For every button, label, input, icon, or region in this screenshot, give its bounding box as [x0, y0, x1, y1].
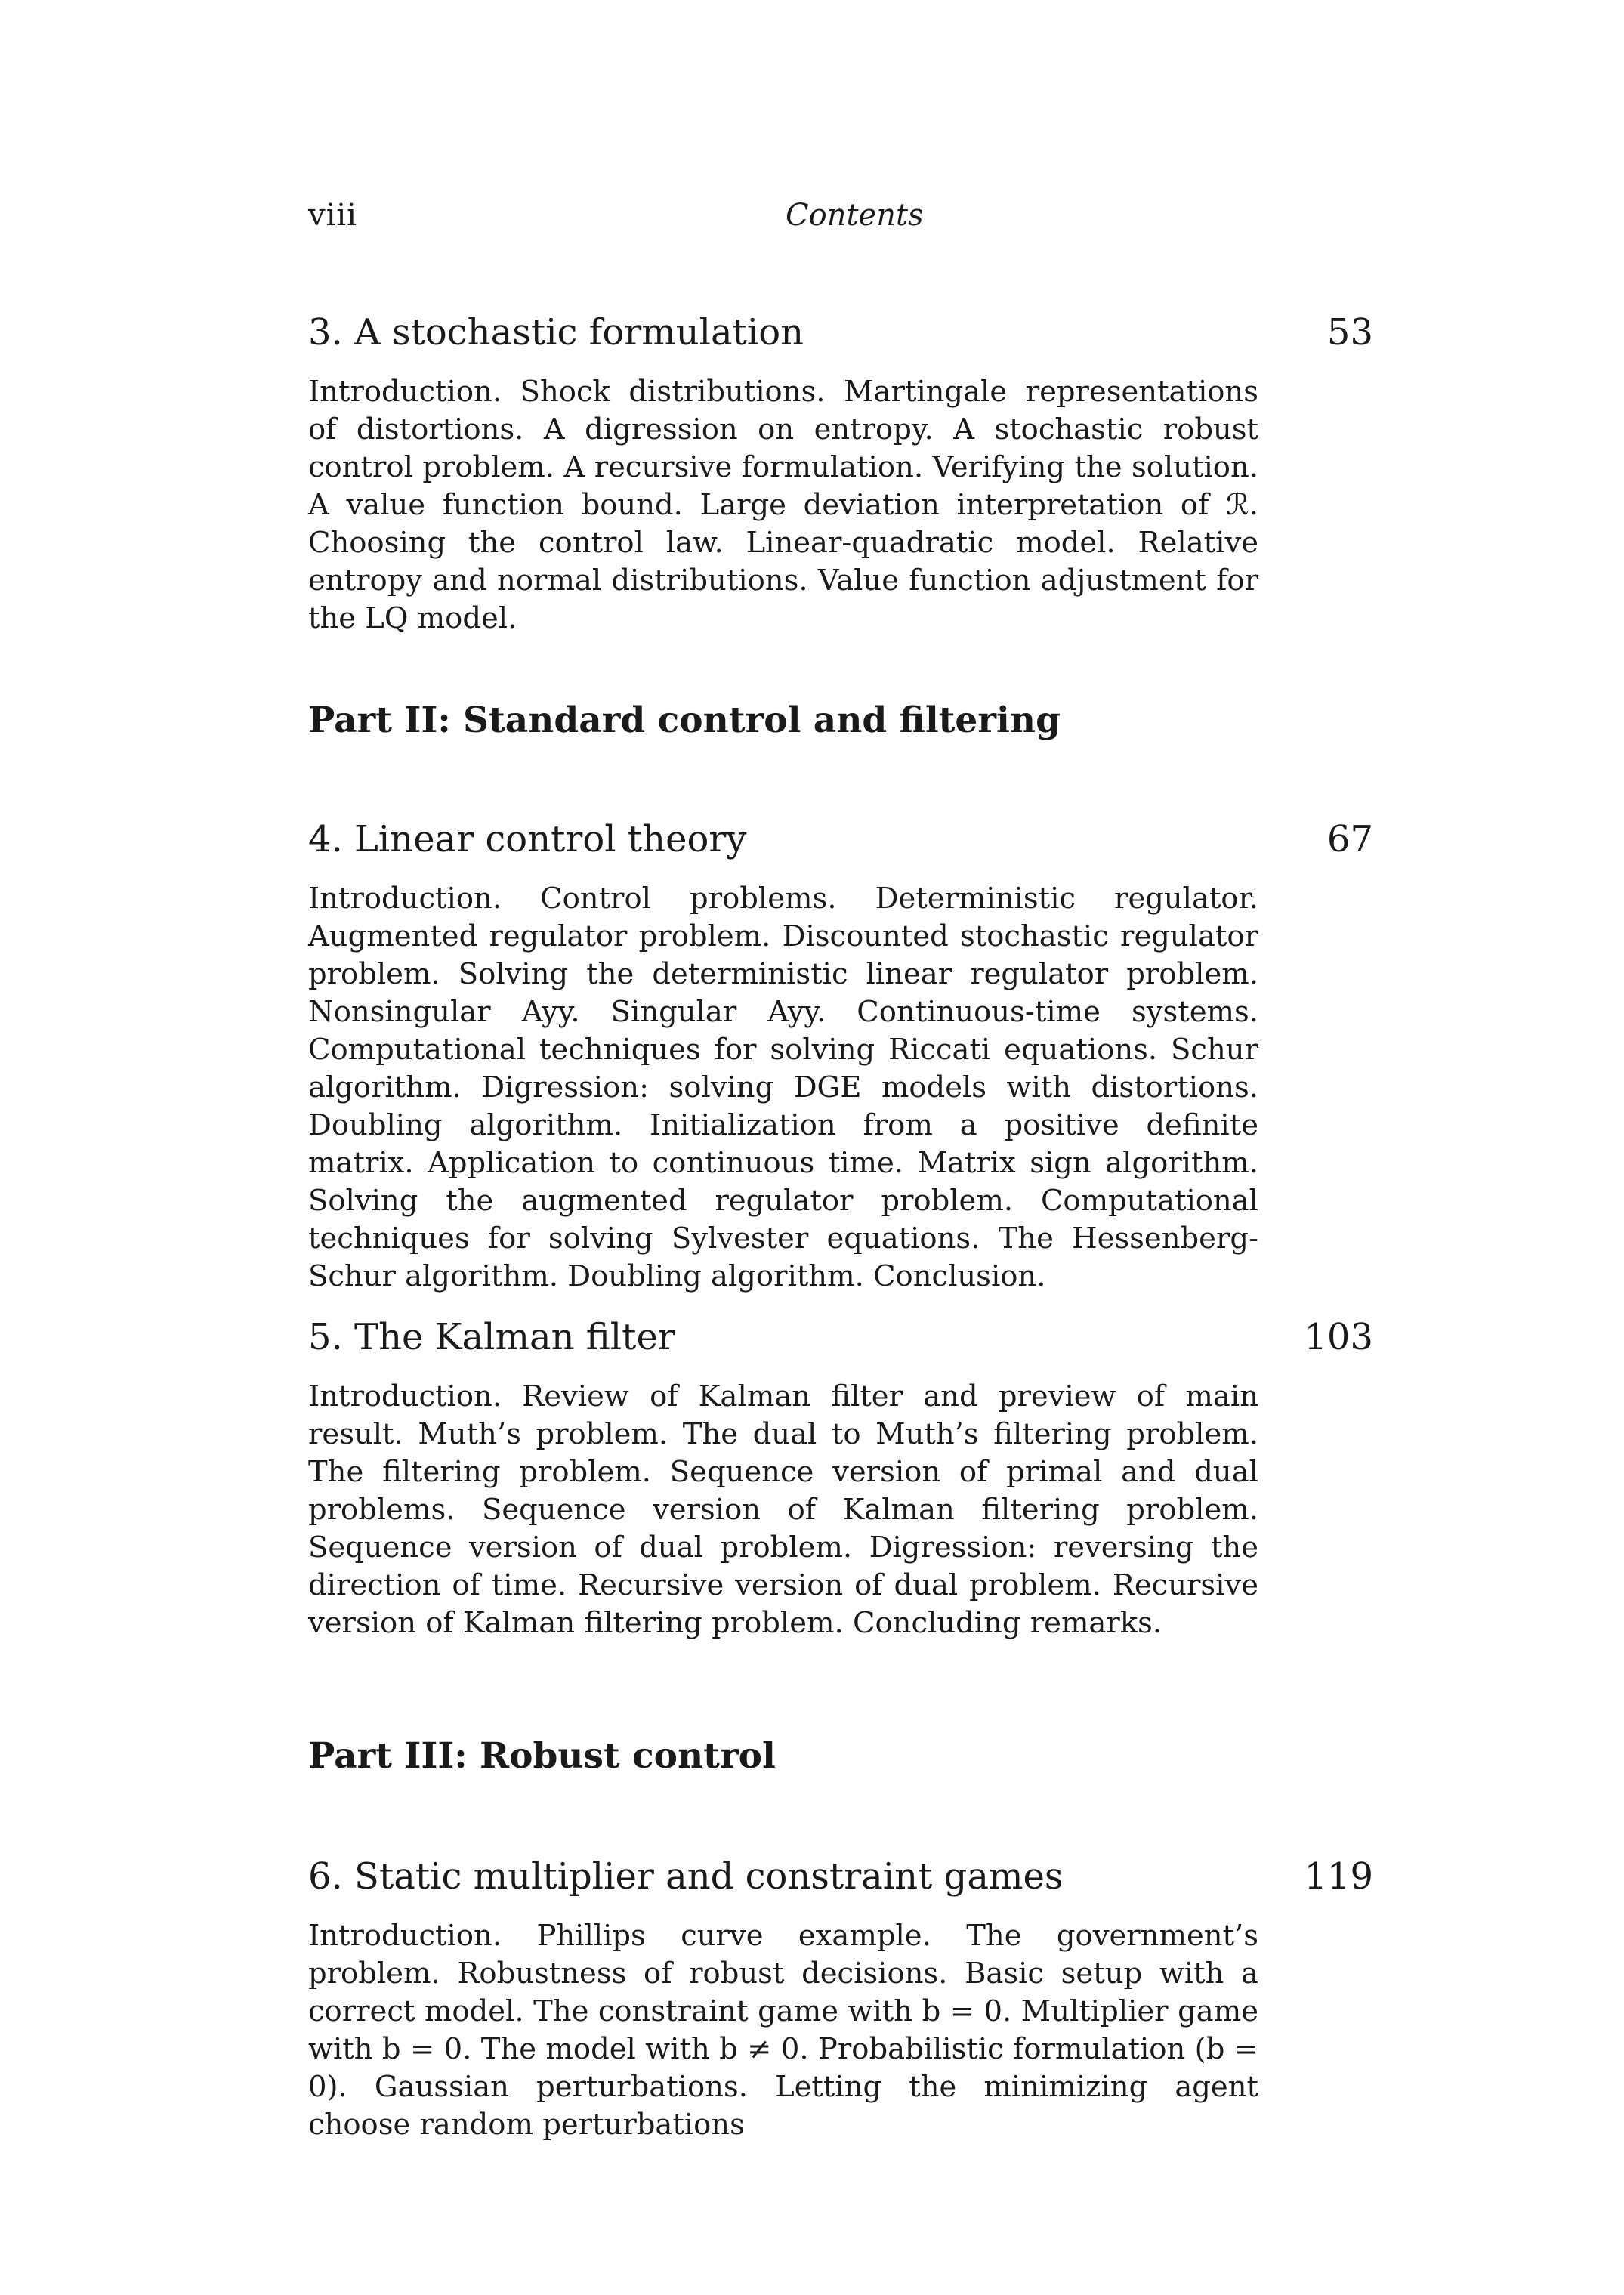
chapter-description: Introduction. Phillips curve example. The government’s problem. Robustness of robust decisions. Basic setup with a correct model. The constraint game with b = 0. Multiplier game with b = 0. The model with b ≠ 0. Probabilistic formulation (b = 0). Gaussian perturbations. Letting the minimizing agent choose random perturbations	[308, 1919, 1258, 2142]
chapter-page: 103	[1304, 1316, 1373, 1358]
chapter-title: 6. Static multiplier and constraint games	[308, 1855, 1064, 1898]
chapter-title: 5. The Kalman filter	[308, 1316, 675, 1358]
chapter-entry-5	[308, 1316, 1373, 1642]
chapter-description: Introduction. Review of Kalman filter and preview of main result. Muth’s problem. The dual to Muth’s filtering problem. The filtering problem. Sequence version of primal and dual problems. Sequence version of Kalman filtering problem. Sequence version of dual problem. Digression: reversing the direction of time. Recursive version of dual problem. Recursive version of Kalman filtering problem. Concluding remarks.	[308, 1379, 1258, 1640]
chapter-entry-4	[308, 818, 1373, 1296]
part-heading: Part II: Standard control and filtering	[308, 700, 1061, 741]
part-heading: Part III: Robust control	[308, 1735, 776, 1777]
chapter-page: 53	[1326, 311, 1373, 354]
chapter-entry-3	[308, 311, 1373, 638]
chapter-entry-6	[308, 1855, 1373, 2144]
page-number: viii	[308, 198, 357, 233]
running-title: Contents	[786, 198, 924, 233]
chapter-page: 119	[1304, 1855, 1373, 1898]
chapter-page: 67	[1326, 818, 1373, 860]
chapter-description: Introduction. Shock distributions. Martingale representations of distortions. A digression on entropy. A stochastic robust control problem. A recursive formulation. Verifying the solution. A value function bound. Large deviation interpretation of ℛ. Choosing the control law. Linear-quadratic model. Relative entropy and normal distributions. Value function adjustment for the LQ model.	[308, 375, 1258, 635]
chapter-description: Introduction. Control problems. Deterministic regulator. Augmented regulator problem. Discounted stochastic regulator problem. Solving the deterministic linear regulator problem. Nonsingular Ayy. Singular Ayy. Continuous-time systems. Computational techniques for solving Riccati equations. Schur algorithm. Digression: solving DGE models with distortions. Doubling algorithm. Initialization from a positive definite matrix. Application to continuous time. Matrix sign algorithm. Solving the augmented regulator problem. Computational techniques for solving Sylvester equations. The Hessenberg-Schur algorithm. Doubling algorithm. Conclusion.	[308, 882, 1258, 1293]
chapter-title: 3. A stochastic formulation	[308, 311, 804, 354]
chapter-title: 4. Linear control theory	[308, 818, 747, 860]
